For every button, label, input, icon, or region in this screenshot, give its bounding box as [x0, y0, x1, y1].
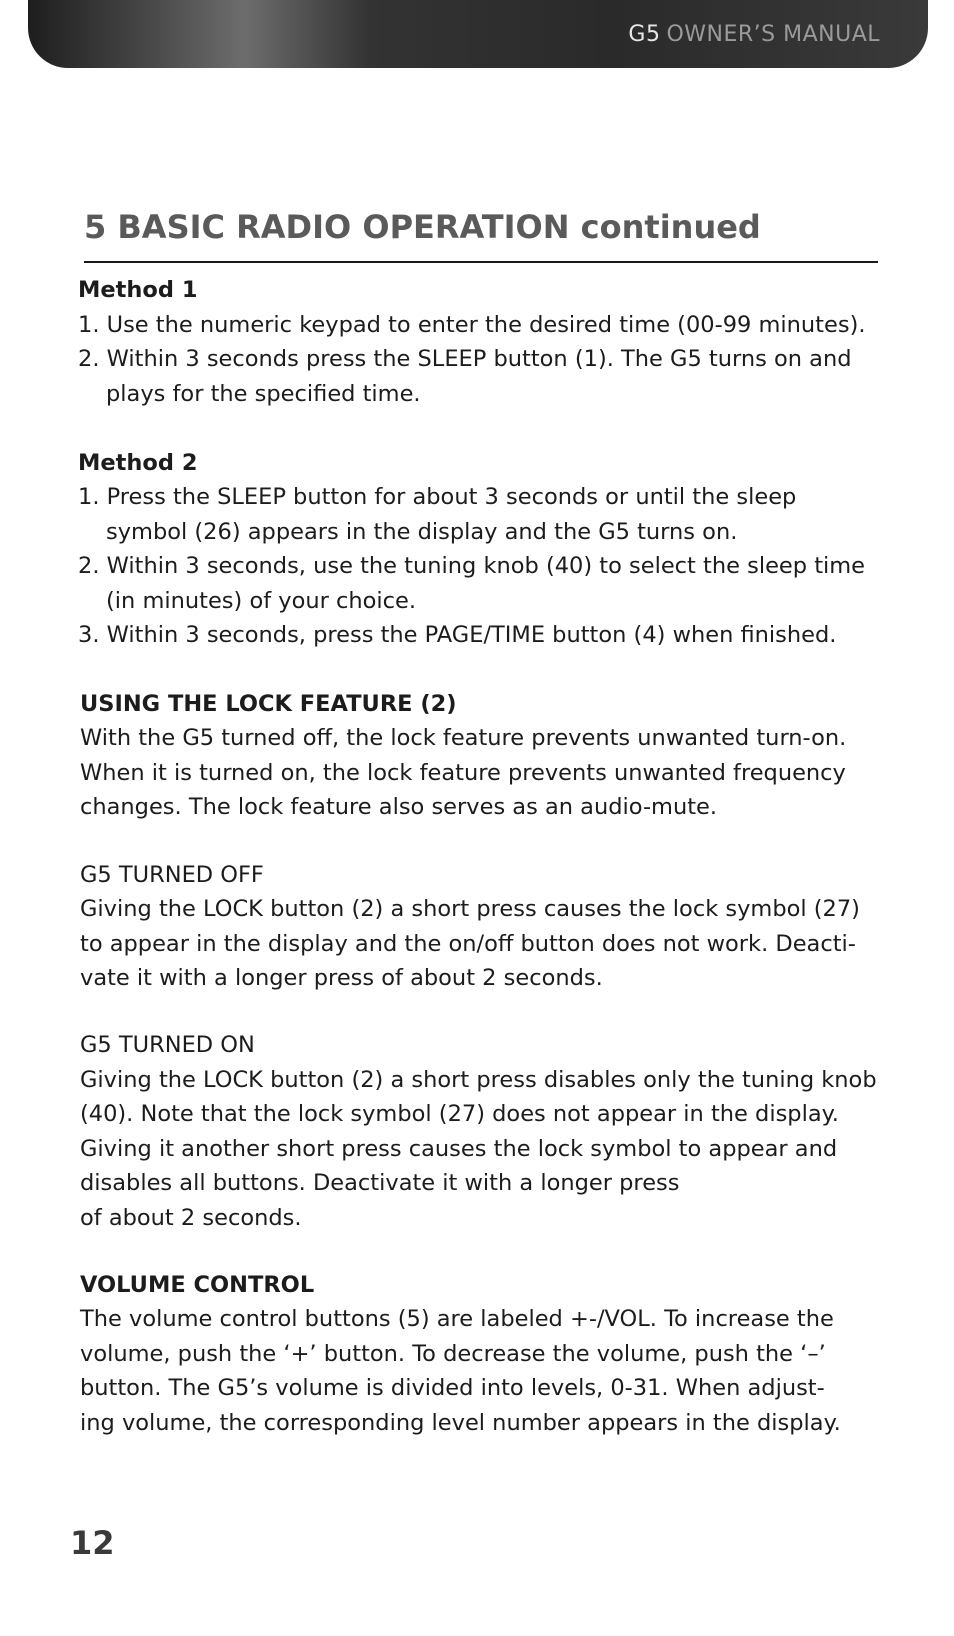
lock-line-1: With the G5 turned off, the lock feature prevents unwanted turn-on. — [80, 725, 847, 751]
header-title: OWNER’S MANUAL — [666, 22, 880, 47]
method2-item2-line1: 2. Within 3 seconds, use the tuning knob (40) to select the sleep time — [78, 553, 866, 579]
turned-on-line-1: Giving the LOCK button (2) a short press disables only the tuning knob — [80, 1067, 877, 1093]
turned-off-line-2: to appear in the display and the on/off button does not work. Deacti- — [80, 931, 856, 957]
header-model: G5 — [628, 22, 661, 47]
volume-line-2: volume, push the ‘+’ button. To decrease the volume, push the ‘–’ — [80, 1341, 826, 1367]
turned-on-heading: G5 TURNED ON — [80, 1032, 255, 1058]
turned-off-line-1: Giving the LOCK button (2) a short press causes the lock symbol (27) — [80, 896, 860, 922]
volume-line-3: button. The G5’s volume is divided into levels, 0-31. When adjust- — [80, 1375, 825, 1401]
method2-item2-line2: (in minutes) of your choice. — [106, 588, 417, 614]
turned-on-line-5: of about 2 seconds. — [80, 1205, 302, 1231]
method1-item2-line1: 2. Within 3 seconds press the SLEEP button (1). The G5 turns on and — [78, 346, 852, 372]
turned-on-line-2: (40). Note that the lock symbol (27) does not appear in the display. — [80, 1101, 839, 1127]
volume-line-4: ing volume, the corresponding level number appears in the display. — [80, 1410, 841, 1436]
volume-heading: VOLUME CONTROL — [80, 1272, 315, 1298]
turned-off-heading: G5 TURNED OFF — [80, 862, 264, 888]
page-number: 12 — [70, 1524, 115, 1562]
running-header — [628, 22, 880, 47]
lock-line-2: When it is turned on, the lock feature prevents unwanted frequency — [80, 760, 846, 786]
method1-item2-line2: plays for the specified time. — [106, 381, 421, 407]
section-title: 5 BASIC RADIO OPERATION continued — [84, 208, 761, 246]
lock-heading: USING THE LOCK FEATURE (2) — [80, 691, 457, 717]
turned-on-line-4: disables all buttons. Deactivate it with a longer press — [80, 1170, 680, 1196]
method1-item1: 1. Use the numeric keypad to enter the desired time (00-99 minutes). — [78, 312, 866, 338]
method2-heading: Method 2 — [78, 450, 198, 476]
turned-on-line-3: Giving it another short press causes the lock symbol to appear and — [80, 1136, 838, 1162]
header-band — [28, 0, 928, 68]
lock-line-3: changes. The lock feature also serves as an audio-mute. — [80, 794, 718, 820]
method2-item3: 3. Within 3 seconds, press the PAGE/TIME button (4) when finished. — [78, 622, 837, 648]
method2-item1-line2: symbol (26) appears in the display and the G5 turns on. — [106, 519, 738, 545]
volume-line-1: The volume control buttons (5) are labeled +-/VOL. To increase the — [80, 1306, 834, 1332]
turned-off-line-3: vate it with a longer press of about 2 seconds. — [80, 965, 603, 991]
method1-heading: Method 1 — [78, 277, 198, 303]
method2-item1-line1: 1. Press the SLEEP button for about 3 seconds or until the sleep — [78, 484, 797, 510]
title-rule — [84, 261, 878, 263]
